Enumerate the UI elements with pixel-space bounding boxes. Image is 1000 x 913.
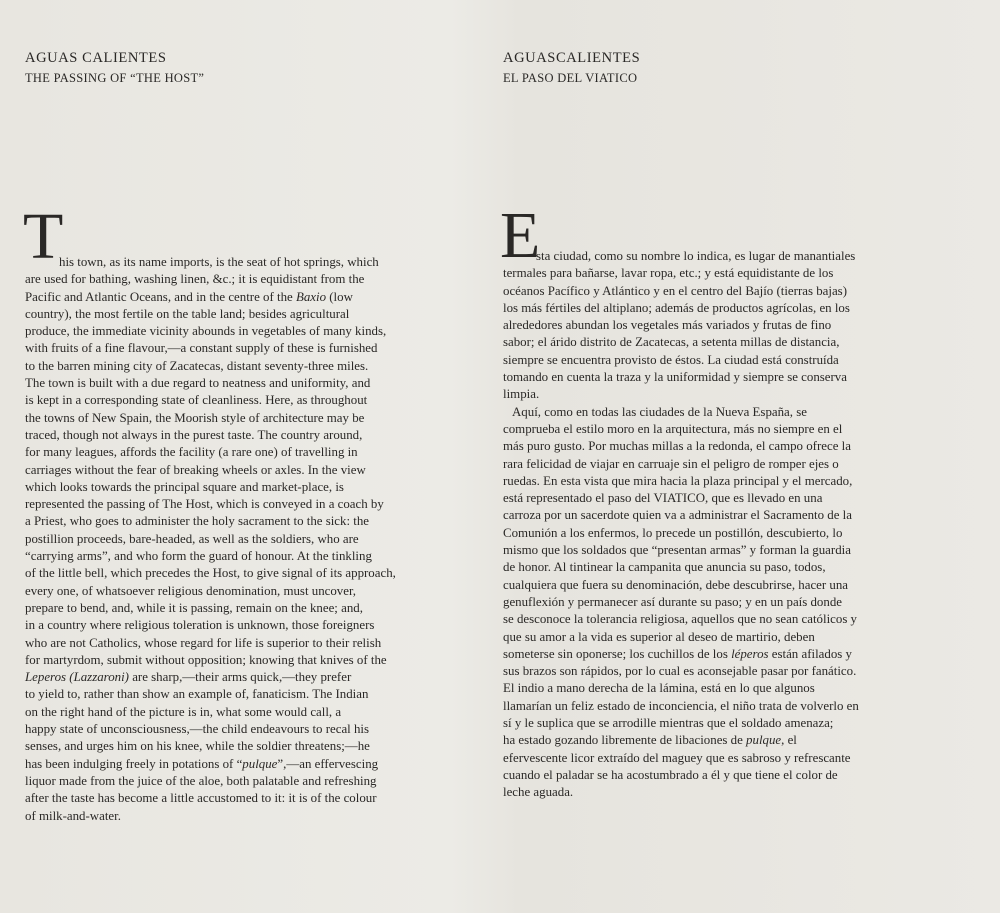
text-line: produce, the immediate vicinity abounds in vegetables of many kinds, — [25, 324, 387, 339]
text-line: to the barren mining city of Zacatecas, distant seventy-three miles. — [25, 358, 369, 373]
text-line: alrededores abundan los vegetales más variados y frutas de fino — [503, 318, 832, 333]
text-line: happy state of unconsciousness,—the child endeavours to recal his — [25, 722, 370, 737]
text-line: genuflexión y permanecer así durante su paso; y en un país donde — [503, 594, 842, 609]
text-line: cualquiera que fuera su denominación, debe descubrirse, hacer una — [503, 577, 849, 592]
text-line: sta ciudad, como su nombre lo indica, es lugar de manantiales — [536, 249, 856, 263]
text-line: efervescente licor extraído del maguey que es sabroso y refrescante — [503, 750, 851, 765]
text-line: after the taste has become a little accustomed to it: it is of the colour — [25, 791, 377, 806]
text-line: ha estado gozando libremente de libaciones de pulque, el — [503, 733, 797, 748]
text-line: on the right hand of the picture is in, what some would call, a — [25, 704, 342, 719]
text-line: Leperos (Lazzaroni) are sharp,—their arms quick,—they prefer — [25, 670, 352, 685]
spanish-subheading: EL PASO DEL VIATICO — [503, 71, 638, 85]
text-line: who are not Catholics, whose regard for life is superior to their relish — [25, 635, 382, 650]
text-line: Pacific and Atlantic Oceans, and in the centre of the Baxio (low — [25, 289, 353, 304]
text-line: termales para bañarse, lavar ropa, etc.; y está equidistante de los — [503, 266, 834, 281]
text-line: a Priest, who goes to administer the holy sacrament to the sick: the — [25, 514, 370, 529]
text-line: El indio a mano derecha de la lámina, está en lo que algunos — [503, 681, 815, 696]
text-line: prepare to bend, and, while it is passing, remain on the knee; and, — [25, 600, 363, 615]
text-line: carriages without the fear of breaking wheels or axles. In the view — [25, 462, 366, 477]
text-line: postillion proceeds, bare-headed, as well as the soldiers, who are — [25, 531, 359, 546]
text-line: represented the passing of The Host, which is conveyed in a coach by — [25, 497, 384, 512]
english-heading: AGUAS CALIENTES — [25, 50, 167, 66]
text-line: tomando en cuenta la traza y la uniformidad y siempre se conserva — [503, 370, 847, 385]
text-line: que su amor a la vida es superior al deseo de martirio, deben — [503, 629, 815, 644]
text-line: country), the most fertile on the table land; besides agricultural — [25, 306, 350, 321]
text-line: of the little bell, which precedes the Host, to give signal of its approach, — [25, 566, 396, 581]
text-line: senses, and urges him on his knee, while the soldier threatens;—he — [25, 739, 370, 754]
text-line: cuando el paladar se ha acostumbrado a él y que tiene el color de — [503, 767, 838, 782]
english-body-text — [25, 254, 396, 825]
text-line: leche aguada. — [503, 785, 574, 800]
english-subheading: THE PASSING OF “THE HOST” — [25, 71, 205, 85]
text-line: with fruits of a fine flavour,—a constant supply of these is furnished — [25, 341, 378, 356]
text-line: for many leagues, affords the facility (a rare one) of travelling in — [25, 445, 358, 460]
text-line: every one, of whatsoever religious denomination, must uncover, — [25, 583, 356, 598]
text-line: está representado el paso del VIATICO, que es llevado en una — [503, 491, 823, 506]
text-line: carroza por un sacerdote quien va a administrar el Sacramento de la — [503, 508, 852, 523]
text-line: mismo que los soldados que “presentan armas” y forman la guardia — [503, 543, 851, 558]
text-line: limpia. — [503, 387, 540, 402]
text-line: se desconoce la tolerancia religiosa, aquellos que no sean católicos y — [503, 612, 858, 627]
text-line: sí y le suplica que se arrodille mientras que el soldado amenaza; — [503, 716, 834, 731]
text-line: of milk-and-water. — [25, 808, 121, 823]
spanish-drop-cap: E — [500, 199, 541, 272]
text-line: are used for bathing, washing linen, &c.; it is equidistant from the — [25, 272, 365, 287]
text-line: más puro gusto. Por muchas millas a la redonda, el campo ofrece la — [503, 439, 851, 454]
text-line: sabor; el árido distrito de Zacatecas, a setenta millas de distancia, — [503, 335, 840, 350]
english-drop-cap: T — [23, 200, 64, 273]
text-line: “carrying arms”, and who form the guard of honour. At the tinkling — [25, 549, 372, 564]
text-line: océanos Pacífico y Atlántico y en el centro del Bajío (tierras bajas) — [503, 283, 847, 298]
text-line: in a country where religious toleration is unknown, those foreigners — [25, 618, 375, 633]
spanish-heading: AGUASCALIENTES — [503, 50, 641, 66]
text-line: traced, though not always in the purest taste. The country around, — [25, 427, 363, 442]
text-line: Aquí, como en todas las ciudades de la Nueva España, se — [512, 404, 807, 419]
text-line: is kept in a corresponding state of cleanliness. Here, as throughout — [25, 393, 368, 408]
spanish-body-text — [503, 248, 859, 802]
text-line: comprueba el estilo moro en la arquitectura, más no siempre en el — [503, 421, 843, 436]
text-line: los más fértiles del altiplano; además de productos agrícolas, en los — [503, 300, 850, 315]
text-line: ruedas. En esta vista que mira hacia la plaza principal y el mercado, — [503, 473, 853, 488]
text-line: Comunión a los enfermos, lo precede un postillón, descubierto, lo — [503, 525, 843, 540]
text-line: to yield to, rather than show an example of, fanaticism. The Indian — [25, 687, 369, 702]
text-line: llamarían un feliz estado de inconciencia, el niño trata de volverlo en — [503, 698, 859, 713]
text-line: The town is built with a due regard to neatness and uniformity, and — [25, 376, 371, 391]
text-line: siempre se encuentra provisto de éstos. La ciudad está construída — [503, 352, 839, 367]
text-line: sus brazos son rápidos, por lo cual es aconsejable pasar por fanático. — [503, 664, 857, 679]
text-line: liquor made from the juice of the aloe, both palatable and refreshing — [25, 773, 377, 788]
text-line: the towns of New Spain, the Moorish style of architecture may be — [25, 410, 365, 425]
text-line: someterse sin oponerse; los cuchillos de los léperos están afilados y — [503, 646, 852, 661]
text-line: de honor. Al tintinear la campanita que anuncia su paso, todos, — [503, 560, 826, 575]
text-line: has been indulging freely in potations of “pulque”,—an effervescing — [25, 756, 379, 771]
text-line: his town, as its name imports, is the seat of hot springs, which — [59, 255, 379, 269]
text-line: which looks towards the principal square and market-place, is — [25, 479, 344, 494]
text-line: for martyrdom, submit without opposition; knowing that knives of the — [25, 652, 387, 667]
text-line: rara felicidad de viajar en carruaje sin el peligro de romper ejes o — [503, 456, 839, 471]
